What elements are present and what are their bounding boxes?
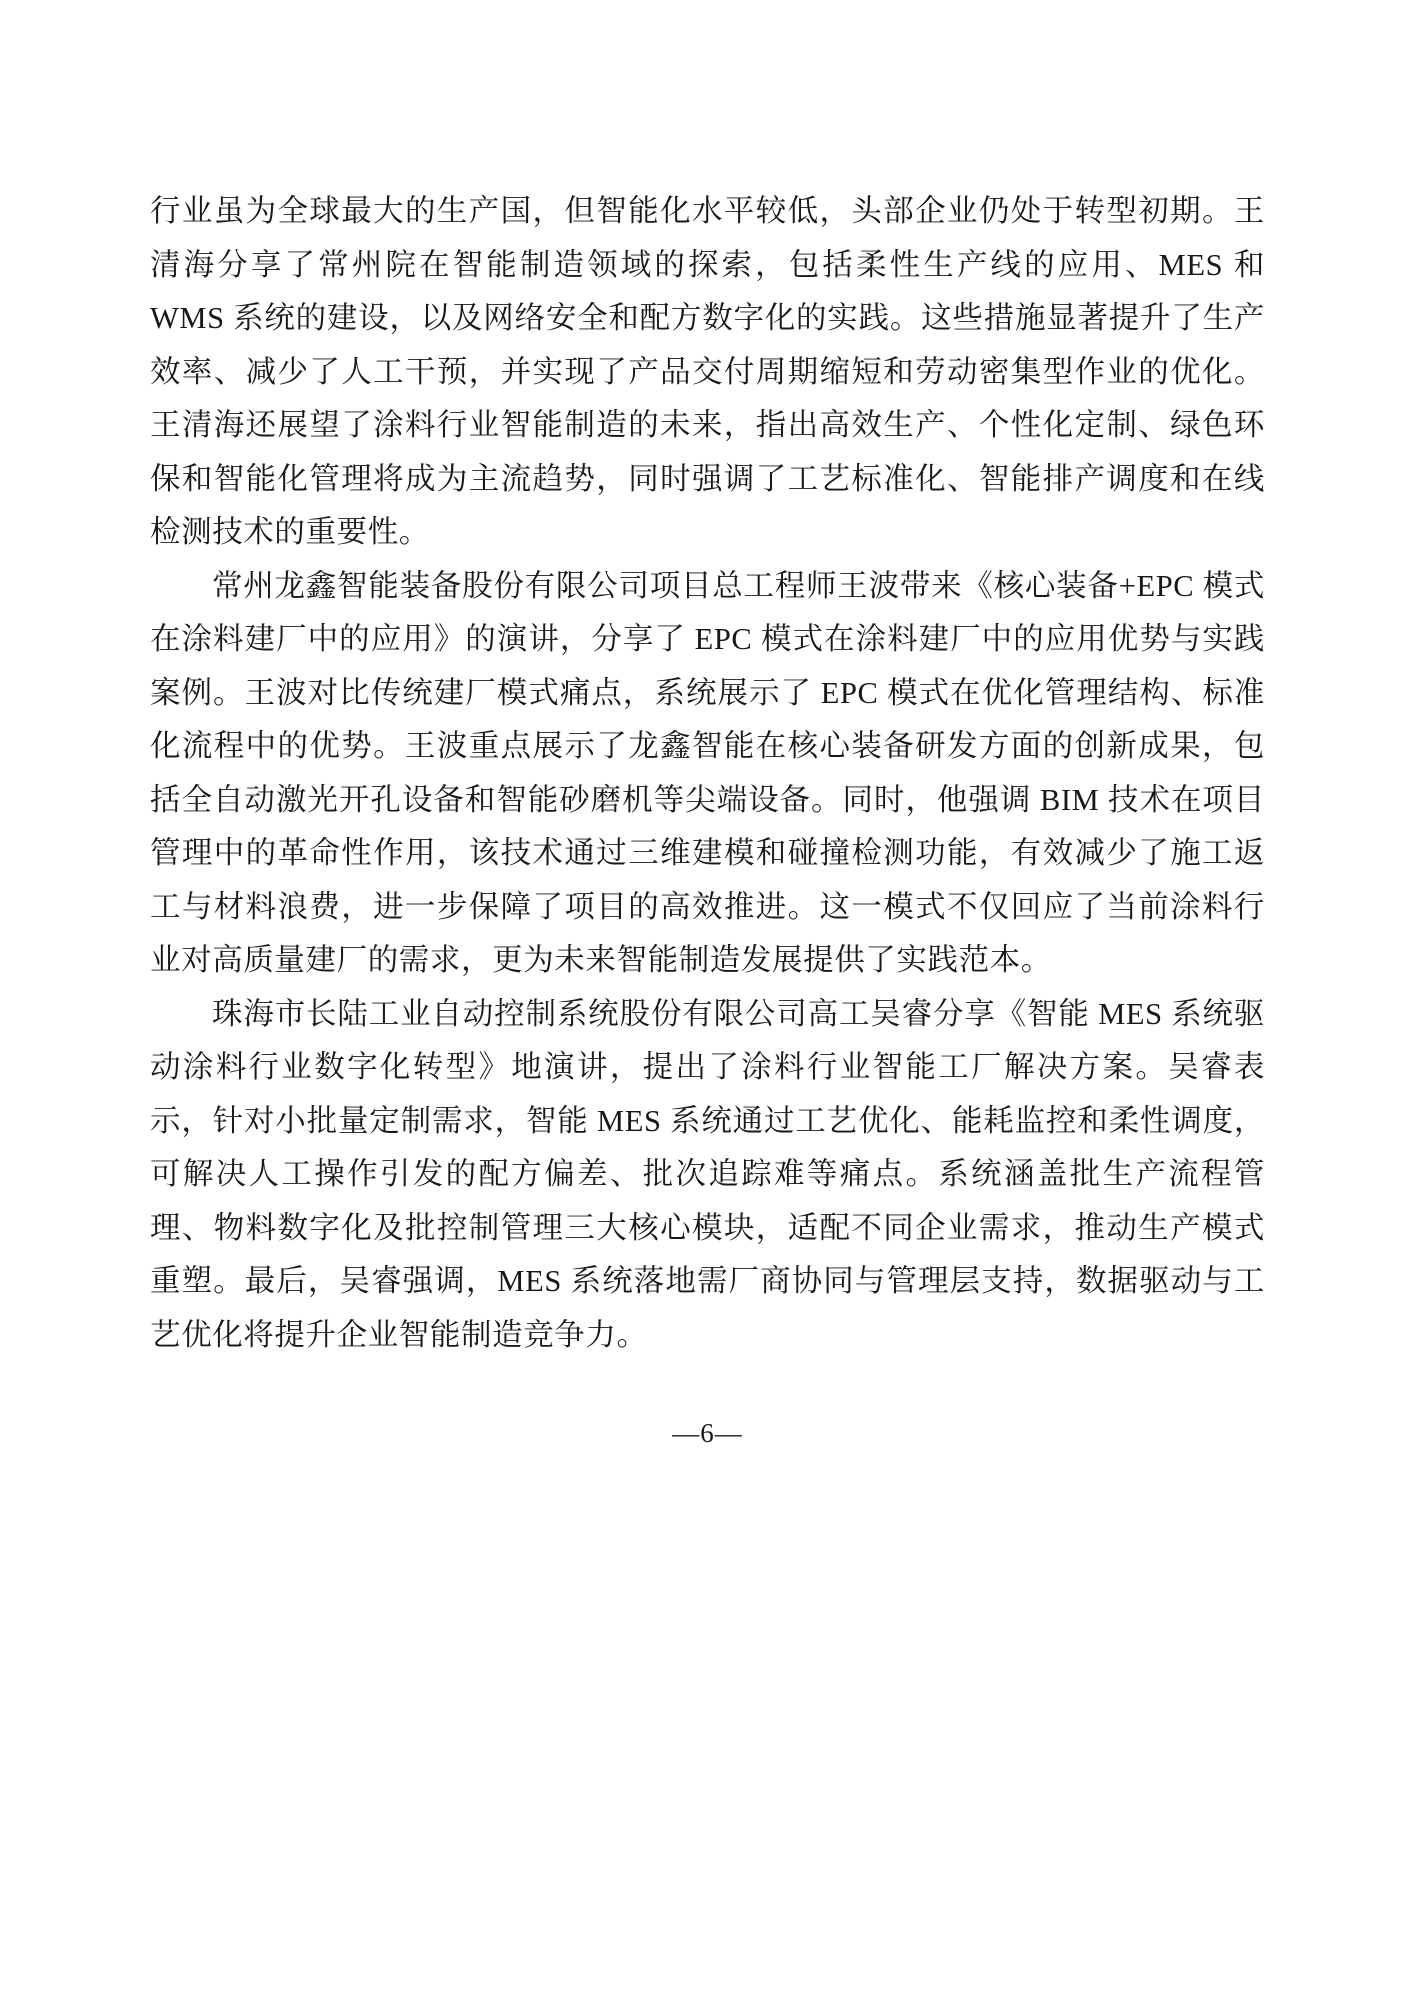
- document-body: [150, 185, 1265, 1362]
- paragraph: 珠海市长陆工业自动控制系统股份有限公司高工吴睿分享《智能 MES 系统驱动涂料行业数字化转型》地演讲，提出了涂料行业智能工厂解决方案。吴睿表示，针对小批量定制需求，智能 MES 系统通过工艺优化、能耗监控和柔性调度，可解决人工操作引发的配方偏差、批次追踪难等痛点。系统涵盖批生产流程管理、物料数字化及批控制管理三大核心模块，适配不同企业需求，推动生产模式重塑。最后，吴睿强调，MES 系统落地需厂商协同与管理层支持，数据驱动与工艺优化将提升企业智能制造竞争力。: [150, 996, 1265, 1352]
- paragraph: 行业虽为全球最大的生产国，但智能化水平较低，头部企业仍处于转型初期。王清海分享了常州院在智能制造领域的探索，包括柔性生产线的应用、MES 和 WMS 系统的建设，以及网络安全和配方数字化的实践。这些措施显著提升了生产效率、减少了人工干预，并实现了产品交付周期缩短和劳动密集型作业的优化。王清海还展望了涂料行业智能制造的未来，指出高效生产、个性化定制、绿色环保和智能化管理将成为主流趋势，同时强调了工艺标准化、智能排产调度和在线检测技术的重要性。: [150, 194, 1265, 549]
- paragraph: 常州龙鑫智能装备股份有限公司项目总工程师王波带来《核心装备+EPC 模式在涂料建厂中的应用》的演讲，分享了 EPC 模式在涂料建厂中的应用优势与实践案例。王波对比传统建厂模式痛点，系统展示了 EPC 模式在优化管理结构、标准化流程中的优势。王波重点展示了龙鑫智能在核心装备研发方面的创新成果，包括全自动激光开孔设备和智能砂磨机等尖端设备。同时，他强调 BIM 技术在项目管理中的革命性作用，该技术通过三维建模和碰撞检测功能，有效减少了施工返工与材料浪费，进一步保障了项目的高效推进。这一模式不仅回应了当前涂料行业对高质量建厂的需求，更为未来智能制造发展提供了实践范本。: [150, 568, 1265, 977]
- page-number: —6—: [672, 1418, 743, 1448]
